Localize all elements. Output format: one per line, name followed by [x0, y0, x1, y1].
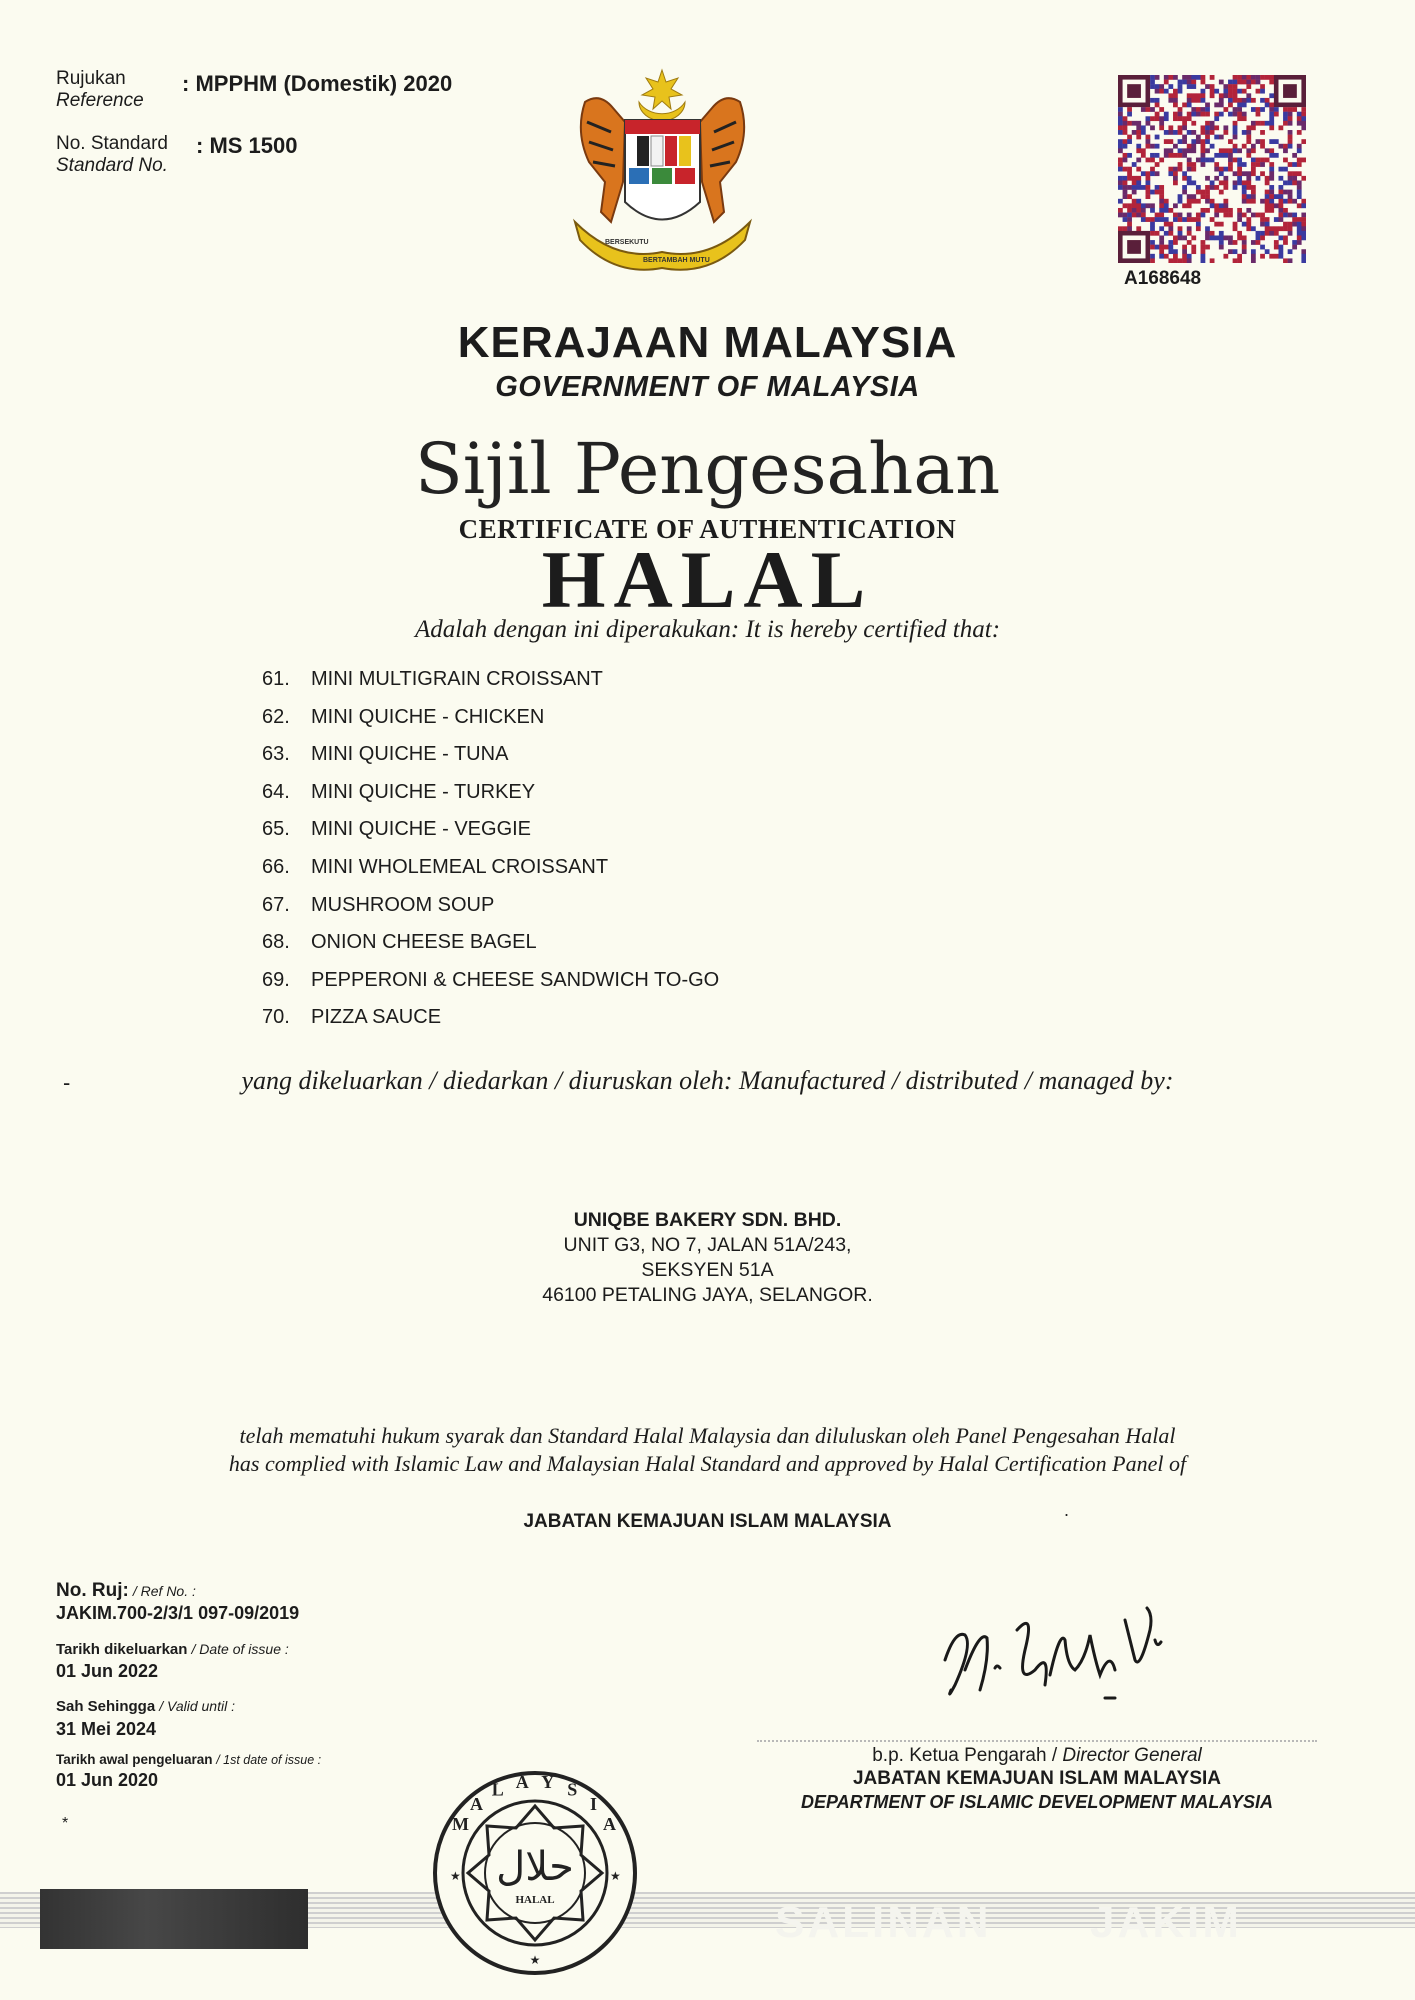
stamp-jakim: JAKIM: [1090, 1898, 1242, 1947]
product-item: [262, 706, 719, 744]
government-title-en: GOVERNMENT OF MALAYSIA: [495, 371, 920, 403]
company-name: UNIQBE BAKERY SDN. BHD.: [573, 1209, 842, 1231]
svg-text:★: ★: [450, 1869, 461, 1883]
product-name: ONION CHEESE BAGEL: [311, 931, 537, 954]
product-number: 68.: [262, 931, 290, 954]
product-item: [262, 781, 719, 819]
product-number: 66.: [262, 855, 290, 878]
product-number: 65.: [262, 818, 290, 841]
product-name: MINI QUICHE - TURKEY: [311, 780, 536, 803]
certificate-title-en: CERTIFICATE OF AUTHENTICATION: [458, 514, 957, 544]
product-number: 63.: [262, 743, 290, 766]
issue-date-value: 01 Jun 2022: [56, 1661, 159, 1681]
product-name: MINI QUICHE - CHICKEN: [311, 705, 545, 728]
product-item: [262, 818, 719, 856]
halal-title: HALAL: [541, 534, 874, 625]
svg-text:BERTAMBAH MUTU: BERTAMBAH MUTU: [643, 257, 710, 264]
compliance-line-en: has complied with Islamic Law and Malaysian Halal Standard and approved by Halal Certification Panel of: [228, 1451, 1187, 1476]
valid-until-label: Sah Sehingga / Valid until :: [56, 1698, 235, 1715]
product-item: [262, 668, 719, 706]
manufacturer-block: [0, 1208, 1415, 1308]
standard-value: : MS 1500: [196, 133, 298, 158]
signatory-title: b.p. Ketua Pengarah / Director General: [872, 1745, 1202, 1766]
certified-intro: Adalah dengan ini diperakukan: It is hereby certified that:: [414, 616, 1001, 643]
signatory-department-en: DEPARTMENT OF ISLAMIC DEVELOPMENT MALAYSIA: [800, 1792, 1273, 1812]
product-item: [262, 856, 719, 894]
approving-authority: JABATAN KEMAJUAN ISLAM MALAYSIA: [523, 1511, 892, 1532]
halal-malaysia-logo-icon: [430, 1768, 640, 1978]
product-item: [262, 743, 719, 781]
stray-dot: .: [1064, 1500, 1070, 1520]
director-signature: [925, 1590, 1175, 1710]
product-list: [262, 668, 719, 1044]
certificate-title-ms: Sijil Pengesahan: [414, 428, 1001, 510]
product-name: PIZZA SAUCE: [311, 1006, 442, 1029]
product-name: MINI QUICHE - TUNA: [311, 743, 509, 766]
compliance-statement: [0, 1422, 1415, 1478]
stamp-salinan: SALINAN: [775, 1898, 992, 1947]
issue-date-label: Tarikh dikeluarkan / Date of issue :: [56, 1641, 289, 1658]
company-address-line: 46100 PETALING JAYA, SELANGOR.: [542, 1284, 873, 1306]
product-name: MINI QUICHE - VEGGIE: [311, 818, 532, 841]
signature-line: [757, 1740, 1317, 1742]
product-name: MUSHROOM SOUP: [311, 893, 495, 916]
product-number: 61.: [262, 668, 290, 690]
company-address-line: UNIT G3, NO 7, JALAN 51A/243,: [563, 1234, 852, 1256]
ref-no-value: JAKIM.700-2/3/1 097-09/2019: [56, 1603, 300, 1623]
manufacturer-intro: yang dikeluarkan / diedarkan / diuruskan oleh: Manufactured / distributed / managed by:: [241, 1066, 1174, 1095]
company-address-line: SEKSYEN 51A: [641, 1259, 774, 1281]
valid-until-value: 31 Mei 2024: [56, 1719, 157, 1739]
certificate-serial: A168648: [1124, 268, 1202, 289]
product-name: PEPPERONI & CHEESE SANDWICH TO-GO: [311, 968, 720, 991]
product-number: 64.: [262, 780, 290, 803]
product-item: [262, 1006, 719, 1044]
signatory-department-ms: JABATAN KEMAJUAN ISLAM MALAYSIA: [852, 1768, 1222, 1789]
svg-text:BERSEKUTU: BERSEKUTU: [605, 239, 649, 246]
margin-dash: -: [63, 1070, 71, 1095]
product-name: MINI WHOLEMEAL CROISSANT: [311, 855, 609, 878]
product-name: MINI MULTIGRAIN CROISSANT: [311, 668, 603, 690]
svg-text:حلال: حلال: [496, 1844, 574, 1890]
compliance-line-ms: telah mematuhi hukum syarak dan Standard Halal Malaysia dan diluluskan oleh Panel Pengesahan Halal: [239, 1423, 1176, 1448]
svg-text:★: ★: [610, 1869, 621, 1883]
svg-text:MALAYSIA: MAL A Y SIA: [452, 1772, 616, 1834]
product-number: 67.: [262, 893, 290, 916]
ref-no-label: No. Ruj: / Ref No. :: [56, 1580, 196, 1601]
footer-dark-block: [40, 1889, 308, 1949]
malaysia-coat-of-arms-icon: [565, 62, 760, 277]
qr-code: [1118, 75, 1306, 263]
product-item: [262, 931, 719, 969]
product-number: 70.: [262, 1006, 290, 1029]
reference-value: : MPPHM (Domestik) 2020: [182, 71, 453, 96]
asterisk-mark: *: [62, 1815, 69, 1832]
reference-label: Rujukan Reference: [56, 68, 144, 111]
product-item: [262, 969, 719, 1007]
product-number: 62.: [262, 705, 290, 728]
standard-label: No. Standard Standard No.: [56, 133, 168, 176]
product-number: 69.: [262, 968, 290, 991]
first-issue-label: Tarikh awal pengeluaran / 1st date of issue :: [56, 1752, 322, 1767]
svg-text:HALAL: HALAL: [515, 1894, 555, 1906]
product-item: [262, 894, 719, 932]
government-title-ms: KERAJAAN MALAYSIA: [457, 318, 958, 367]
svg-text:★: ★: [529, 1953, 541, 1967]
first-issue-value: 01 Jun 2020: [56, 1770, 159, 1790]
